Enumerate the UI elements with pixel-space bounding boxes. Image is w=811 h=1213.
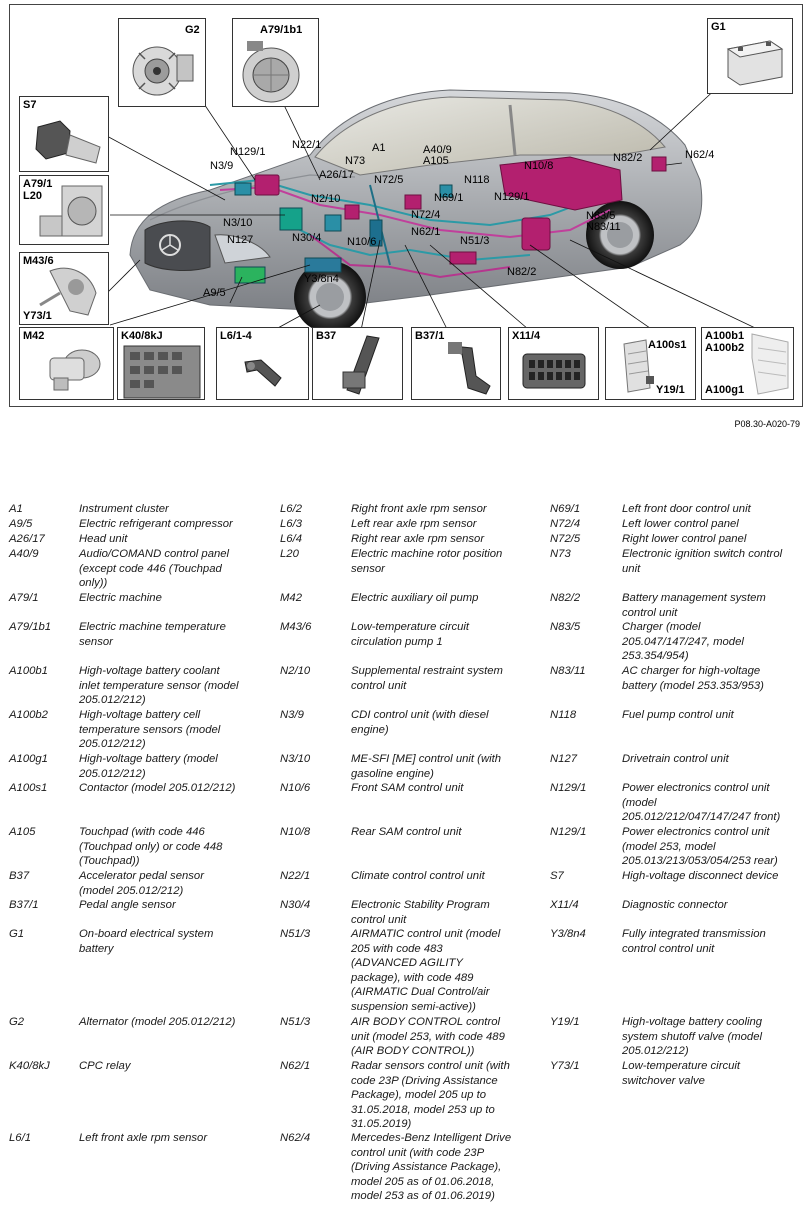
component-location-diagram <box>9 4 803 407</box>
legend-description: Fuel pump control unit <box>622 709 734 721</box>
legend-description: Electronic Stability Program control unit <box>351 899 490 926</box>
legend-code: M43/6 <box>280 621 312 633</box>
legend-code: N69/1 <box>550 503 581 515</box>
legend-code: N73 <box>550 548 571 560</box>
legend-description: Accelerator pedal sensor (model 205.012/212) <box>79 870 204 897</box>
legend-description: Electric machine rotor position sensor <box>351 548 503 575</box>
label-n22-1: N22/1 <box>292 139 322 151</box>
legend-description: High-voltage battery cell temperature sensors (model 205.012/212) <box>79 709 221 750</box>
label-a40-9: A40/9 <box>423 144 452 156</box>
label-n62-4: N62/4 <box>685 149 715 161</box>
legend-description: High-voltage battery (model 205.012/212) <box>79 753 218 780</box>
legend-code: L20 <box>280 548 299 560</box>
legend-description: Low-temperature circuit circulation pump 1 <box>351 621 470 648</box>
callout-label: G1 <box>711 21 726 33</box>
legend-code: N3/10 <box>280 753 311 765</box>
legend-description: Left front axle rpm sensor <box>79 1132 208 1144</box>
legend-code: S7 <box>550 870 564 882</box>
label-n129-1-front: N129/1 <box>230 146 266 158</box>
legend-code: A100b1 <box>9 665 48 677</box>
legend-code: Y73/1 <box>550 1060 580 1072</box>
legend-description: Left front door control unit <box>622 503 751 515</box>
legend-description: Touchpad (with code 446 (Touchpad only) or code 448 (Touchpad)) <box>79 826 223 867</box>
label-n2-10: N2/10 <box>311 193 341 205</box>
legend-code: A100b2 <box>9 709 48 721</box>
legend-description: Right rear axle rpm sensor <box>351 533 485 545</box>
legend-code: N62/1 <box>280 1060 311 1072</box>
legend-code: N82/2 <box>550 592 581 604</box>
callout-label: Y73/1 <box>23 310 52 322</box>
legend-code: A40/9 <box>9 548 39 560</box>
label-n10-6: N10/6 <box>347 236 377 248</box>
legend-description: Battery management system control unit <box>622 592 766 619</box>
legend-code: N83/11 <box>550 665 586 677</box>
callout-label: B37/1 <box>415 330 445 342</box>
label-n82-2-top: N82/2 <box>613 152 643 164</box>
label-n83-5: N83/5 <box>586 210 616 222</box>
callout-label: Y19/1 <box>656 384 685 396</box>
legend-description: Power electronics control unit (model 205.012/212/047/147/247 front) <box>622 782 781 823</box>
legend-code: N22/1 <box>280 870 311 882</box>
callout-diagnostic-connector <box>508 327 599 400</box>
legend-description: ME-SFI [ME] control unit (with gasoline engine) <box>351 753 502 780</box>
callout-electric-machine <box>19 175 109 245</box>
legend-description: Electric machine temperature sensor <box>79 621 226 648</box>
legend-description: Drivetrain control unit <box>622 753 729 765</box>
label-n127: N127 <box>227 234 254 246</box>
legend-code: N72/4 <box>550 518 581 530</box>
legend-code: K40/8kJ <box>9 1060 50 1072</box>
legend-code: N30/4 <box>280 899 311 911</box>
label-n118: N118 <box>464 174 490 186</box>
legend-code: G1 <box>9 928 25 940</box>
legend-description: Diagnostic connector <box>622 899 728 911</box>
legend-code: A100g1 <box>9 753 48 765</box>
legend-code: N2/10 <box>280 665 311 677</box>
legend-description: Right lower control panel <box>622 533 747 545</box>
legend-code: B37/1 <box>9 899 39 911</box>
legend-code: A26/17 <box>9 533 45 545</box>
callout-cpc-relay <box>117 327 205 400</box>
label-n83-11: N83/11 <box>586 221 621 233</box>
legend-code: N51/3 <box>280 1016 311 1028</box>
callout-oil-pump <box>19 327 114 400</box>
legend-code: L6/3 <box>280 518 302 530</box>
legend-description: Climate control control unit <box>351 870 485 882</box>
legend-code: X11/4 <box>550 899 579 911</box>
legend-description: High-voltage battery cooling system shutoff valve (model 205.012/212) <box>622 1016 763 1057</box>
legend-code: A105 <box>9 826 36 838</box>
label-n72-5: N72/5 <box>374 174 404 186</box>
legend-code: A79/1b1 <box>9 621 52 633</box>
legend-code: N3/9 <box>280 709 304 721</box>
callout-accel-pedal <box>312 327 403 400</box>
legend-code: N51/3 <box>280 928 311 940</box>
legend-description: AIRMATIC control unit (model 205 with code 483 (ADVANCED AGILITY package), with code 489 (AIRMATIC Dual Control/air suspension semi-active)) <box>351 928 501 1013</box>
legend-code: N129/1 <box>550 782 587 794</box>
legend-description: Rear SAM control unit <box>351 826 462 838</box>
legend-description: Power electronics control unit (model 253, model 205.013/213/053/054/253 rear) <box>622 826 778 867</box>
legend-description: Left lower control panel <box>622 518 739 530</box>
callout-label: M43/6 <box>23 255 54 267</box>
callout-alternator <box>118 18 206 107</box>
legend-description: Instrument cluster <box>79 503 169 515</box>
label-n129-1-rear: N129/1 <box>494 191 530 203</box>
callout-label: B37 <box>316 330 337 342</box>
label-a9-5: A9/5 <box>203 287 226 299</box>
legend-description: Supplemental restraint system control unit <box>351 665 503 692</box>
legend-description: High-voltage disconnect device <box>622 870 779 882</box>
label-n73: N73 <box>345 155 366 167</box>
legend-description: Right front axle rpm sensor <box>351 503 487 515</box>
callout-label: A79/1 L20 <box>23 178 53 202</box>
callout-label: S7 <box>23 99 37 111</box>
legend-code: N62/4 <box>280 1132 311 1144</box>
legend-description: AIR BODY CONTROL control unit (model 253, with code 489 (AIR BODY CONTROL)) <box>351 1016 505 1057</box>
legend-description: Alternator (model 205.012/212) <box>79 1016 236 1028</box>
callout-contactor <box>605 327 696 400</box>
legend-description: Electric refrigerant compressor <box>79 518 233 530</box>
legend-code: N72/5 <box>550 533 581 545</box>
label-n51-3: N51/3 <box>460 235 490 247</box>
label-a26-17: A26/17 <box>319 169 354 181</box>
legend-description: High-voltage battery coolant inlet temperature sensor (model 205.012/212) <box>79 665 239 706</box>
label-n69-1: N69/1 <box>434 192 464 204</box>
label-n62-1: N62/1 <box>411 226 441 238</box>
legend-description: Pedal angle sensor <box>79 899 176 911</box>
legend-code: B37 <box>9 870 30 882</box>
callout-pedal-angle <box>411 327 501 400</box>
legend-code: Y3/8n4 <box>550 928 586 940</box>
callout-label: M42 <box>23 330 45 342</box>
label-n82-2-bottom: N82/2 <box>507 266 537 278</box>
callout-label: X11/4 <box>512 330 541 342</box>
callout-hv-disconnect <box>19 96 109 172</box>
legend-description: CPC relay <box>79 1060 131 1072</box>
legend-description: Contactor (model 205.012/212) <box>79 782 236 794</box>
legend-code: N83/5 <box>550 621 581 633</box>
label-n3-9: N3/9 <box>210 160 234 172</box>
legend-description: Front SAM control unit <box>351 782 464 794</box>
label-a105: A105 <box>423 155 449 167</box>
legend-code: A79/1 <box>9 592 39 604</box>
legend-code: A9/5 <box>9 518 33 530</box>
callout-rpm-sensor <box>216 327 309 400</box>
figure-reference: P08.30-A020-79 <box>734 419 800 429</box>
callout-label: G2 <box>185 24 200 36</box>
legend-code: G2 <box>9 1016 25 1028</box>
callout-label: A79/1b1 <box>260 24 303 36</box>
legend-code: L6/1 <box>9 1132 31 1144</box>
callout-machine-temp-sensor <box>232 18 319 107</box>
label-n3-10: N3/10 <box>223 217 253 229</box>
callout-pump-valve <box>19 252 109 325</box>
legend-description: AC charger for high-voltage battery (model 253.353/953) <box>622 665 764 692</box>
legend-code: A1 <box>9 503 23 515</box>
legend-description: Charger (model 205.047/147/247, model 253.354/954) <box>622 621 744 662</box>
legend-code: N127 <box>550 753 578 765</box>
grille <box>145 221 210 271</box>
callout-label: A100g1 <box>705 384 745 396</box>
callout-battery <box>707 18 793 94</box>
legend-description: On-board electrical system battery <box>79 928 214 955</box>
legend-code: N118 <box>550 709 577 721</box>
label-a1: A1 <box>372 142 386 154</box>
legend-description: Mercedes-Benz Intelligent Drive control unit (with code 23P (Driving Assistance Package), model 205 as of 01.06.2018, model 253 as of 01.06.2019) <box>351 1132 512 1202</box>
legend-description: Left rear axle rpm sensor <box>351 518 477 530</box>
legend-description: CDI control unit (with diesel engine) <box>351 709 489 736</box>
callout-label: A100b1 A100b2 <box>705 330 745 354</box>
callout-label: L6/1-4 <box>220 330 252 342</box>
label-n30-4: N30/4 <box>292 232 322 244</box>
legend-description: Electronic ignition switch control unit <box>622 548 783 575</box>
legend-description: Radar sensors control unit (with code 23P (Driving Assistance Package), model 205 up to 31.05.2018, model 253 up to 31.05.2019) <box>351 1060 510 1130</box>
legend-description: Audio/COMAND control panel (except code 446 (Touchpad only)) <box>79 548 230 589</box>
label-n10-8: N10/8 <box>524 160 554 172</box>
legend-code: N10/6 <box>280 782 311 794</box>
callout-label: K40/8kJ <box>121 330 163 342</box>
legend-code: M42 <box>280 592 302 604</box>
label-n72-4: N72/4 <box>411 209 441 221</box>
legend-code: Y19/1 <box>550 1016 580 1028</box>
legend-description: Low-temperature circuit switchover valve <box>622 1060 741 1087</box>
callout-hv-battery <box>701 327 794 400</box>
label-y3-8n4: Y3/8n4 <box>304 273 339 285</box>
legend-description: Electric machine <box>79 592 162 604</box>
callout-label: A100s1 <box>648 339 687 351</box>
legend-code: A100s1 <box>9 782 48 794</box>
legend-code: N10/8 <box>280 826 311 838</box>
legend-description: Head unit <box>79 533 128 545</box>
legend-code: N129/1 <box>550 826 587 838</box>
legend-code: L6/4 <box>280 533 302 545</box>
legend-description: Fully integrated transmission control control unit <box>622 928 766 955</box>
legend-code: L6/2 <box>280 503 302 515</box>
legend-description: Electric auxiliary oil pump <box>351 592 479 604</box>
